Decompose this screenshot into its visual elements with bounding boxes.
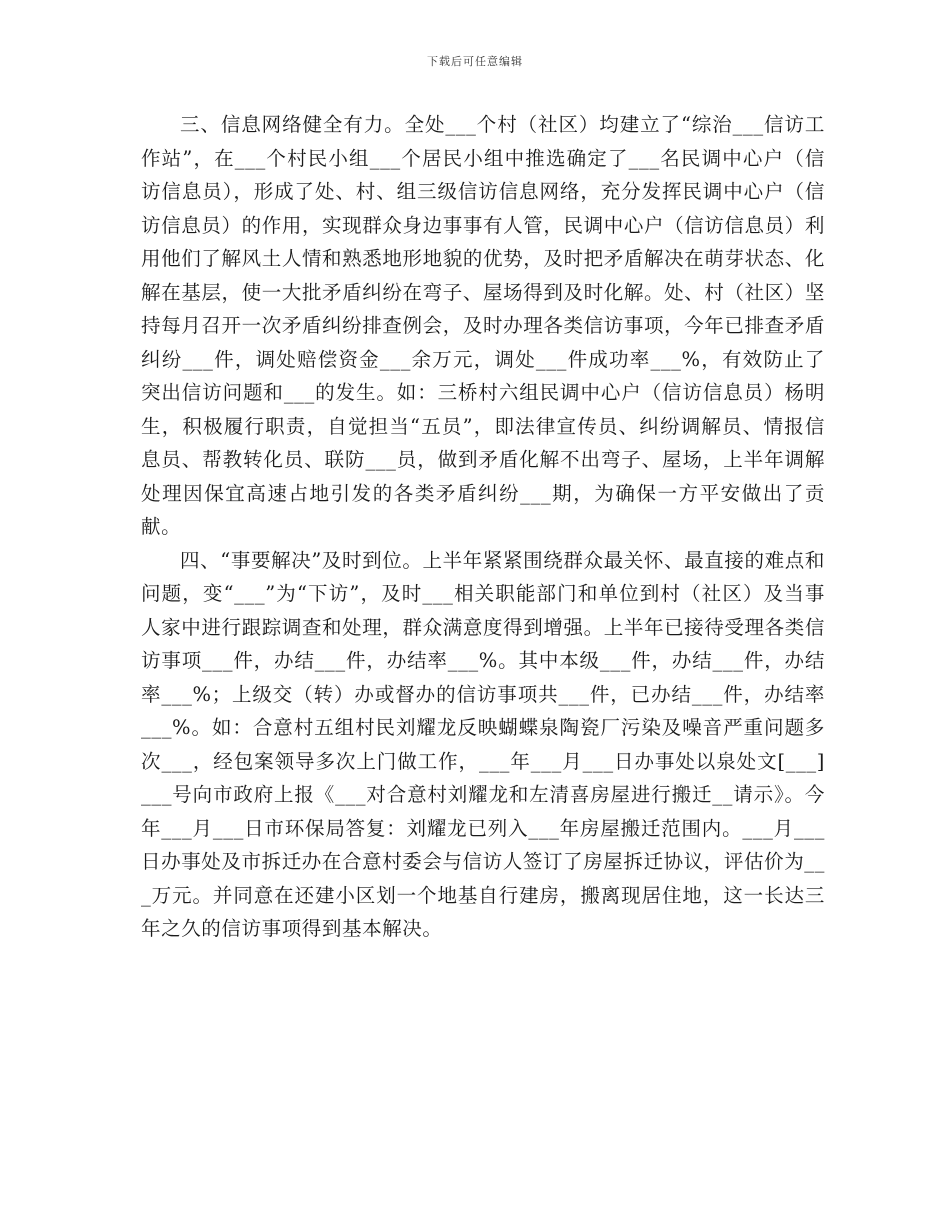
paragraph-information-network: 三、信息网络健全有力。全处___个村（社区）均建立了“综治___信访工作站”，在___个村民小组___个居民小组中推选确定了___名民调中心户（信访信息员），形成了处、村、组三级信访信息网络，充分发挥民调中心户（信访信息员）的作用，实现群众身边事事有人管，民调中心户（信访信息员）利用他们了解风土人情和熟悉地形地貌的优势，及时把矛盾解决在萌芽状态、化解在基层，使一大批矛盾纠纷在弯子、屋场得到及时化解。处、村（社区）坚持每月召开一次矛盾纠纷排查例会，及时办理各类信访事项，今年已排查矛盾纠纷___件，调处赔偿资金___余万元，调处___件成功率___%，有效防止了突出信访问题和___的发生。如：三桥村六组民调中心户（信访信息员）杨明生，积极履行职责，自觉担当“五员”，即法律宣传员、纠纷调解员、情报信息员、帮教转化员、联防___员，做到矛盾化解不出弯子、屋场，上半年调解处理因保宜高速占地引发的各类矛盾纠纷___期，为确保一方平安做出了贡献。 <box>141 113 825 538</box>
paragraph-issue-resolution: 四、“事要解决”及时到位。上半年紧紧围绕群众最关怀、最直接的难点和问题，变“___”为“下访”，及时___相关职能部门和单位到村（社区）及当事人家中进行跟踪调查和处理，群众满意度得到增强。上半年已接待受理各类信访事项___件，办结___件，办结率___%。其中本级___件，办结___件，办结率___%；上级交（转）办或督办的信访事项共___件，已办结___件，办结率___%。如：合意村五组村民刘耀龙反映蝴蝶泉陶瓷厂污染及噪音严重问题多次___，经包案领导多次上门做工作，___年___月___日办事处以泉处文[___]___号向市政府上报《___对合意村刘耀龙和左清喜房屋进行搬迁__请示》。今年___月___日市环保局答复：刘耀龙已列入___年房屋搬迁范围内。___月___日办事处及市拆迁办在合意村委会与信访人签订了房屋拆迁协议，评估价为___万元。并同意在还建小区划一个地基自行建房，搬离现居住地，这一长达三年之久的信访事项得到基本解决。 <box>141 548 826 940</box>
document-body <box>141 108 825 946</box>
page-header: 下载后可任意编辑 <box>427 55 523 68</box>
